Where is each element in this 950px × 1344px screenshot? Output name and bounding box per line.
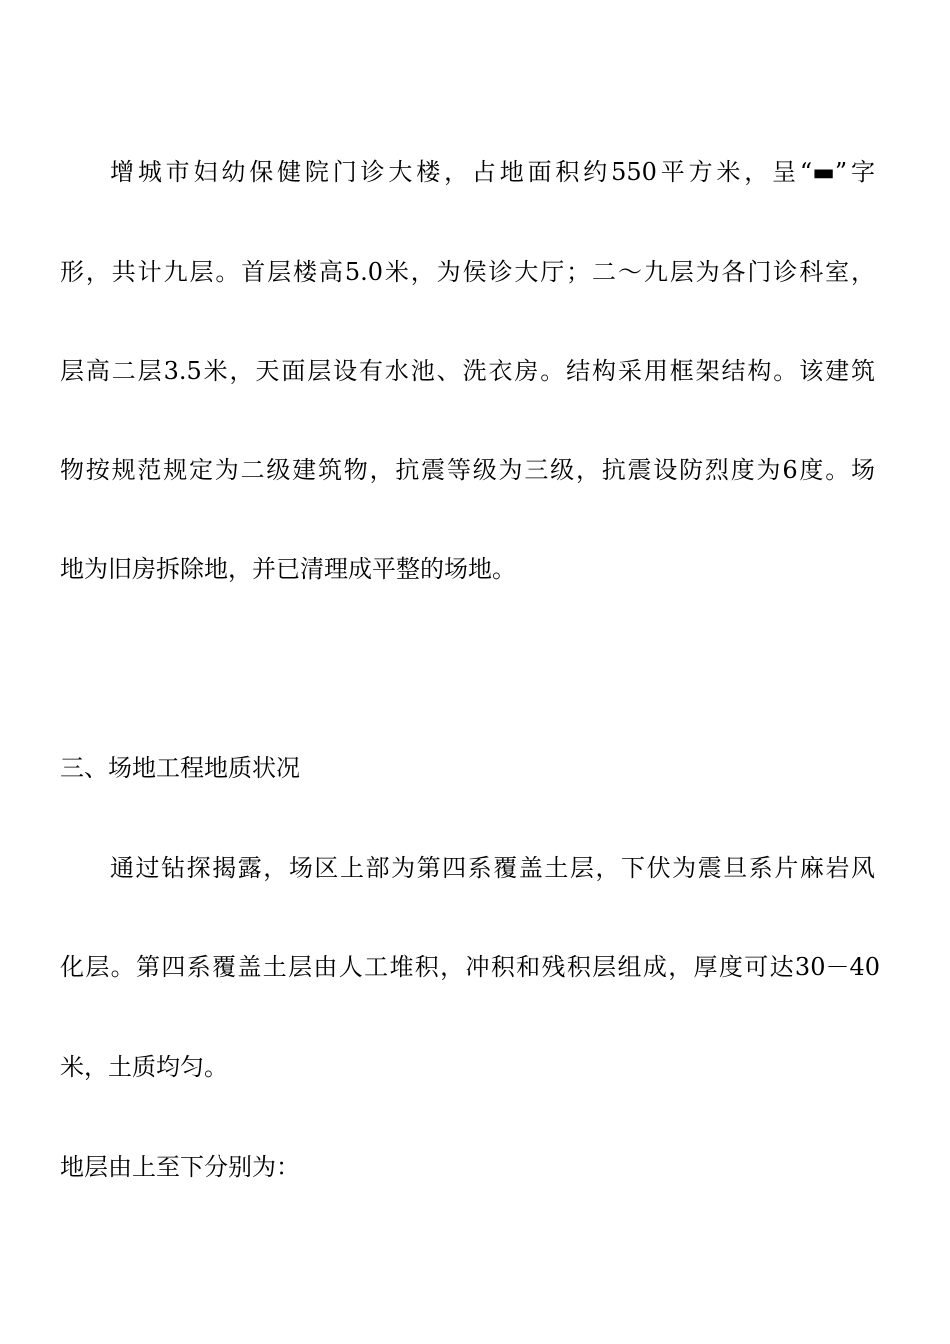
paragraph-line: 地为旧房拆除地，并已清理成平整的场地。 <box>60 555 516 583</box>
paragraph-line: 地层由上至下分别为： <box>60 1153 300 1181</box>
paragraph-line: 增城市妇幼保健院门诊大楼，占地面积约550平方米，呈“▬”字 <box>110 158 875 186</box>
paragraph-line: 层高二层3.5米，天面层设有水池、洗衣房。结构采用框架结构。该建筑 <box>60 357 875 385</box>
paragraph-line: 通过钻探揭露，场区上部为第四系覆盖土层，下伏为震旦系片麻岩风 <box>110 854 875 882</box>
section-heading: 三、场地工程地质状况 <box>60 754 300 782</box>
paragraph-line: 米，土质均匀。 <box>60 1053 228 1081</box>
paragraph-line: 化层。第四系覆盖土层由人工堆积，冲积和残积层组成，厚度可达30－40 <box>60 953 880 981</box>
paragraph-line: 形，共计九层。首层楼高5.0米，为侯诊大厅；二～九层为各门诊科室， <box>60 258 875 286</box>
paragraph-line: 物按规范规定为二级建筑物，抗震等级为三级，抗震设防烈度为6度。场 <box>60 456 875 484</box>
